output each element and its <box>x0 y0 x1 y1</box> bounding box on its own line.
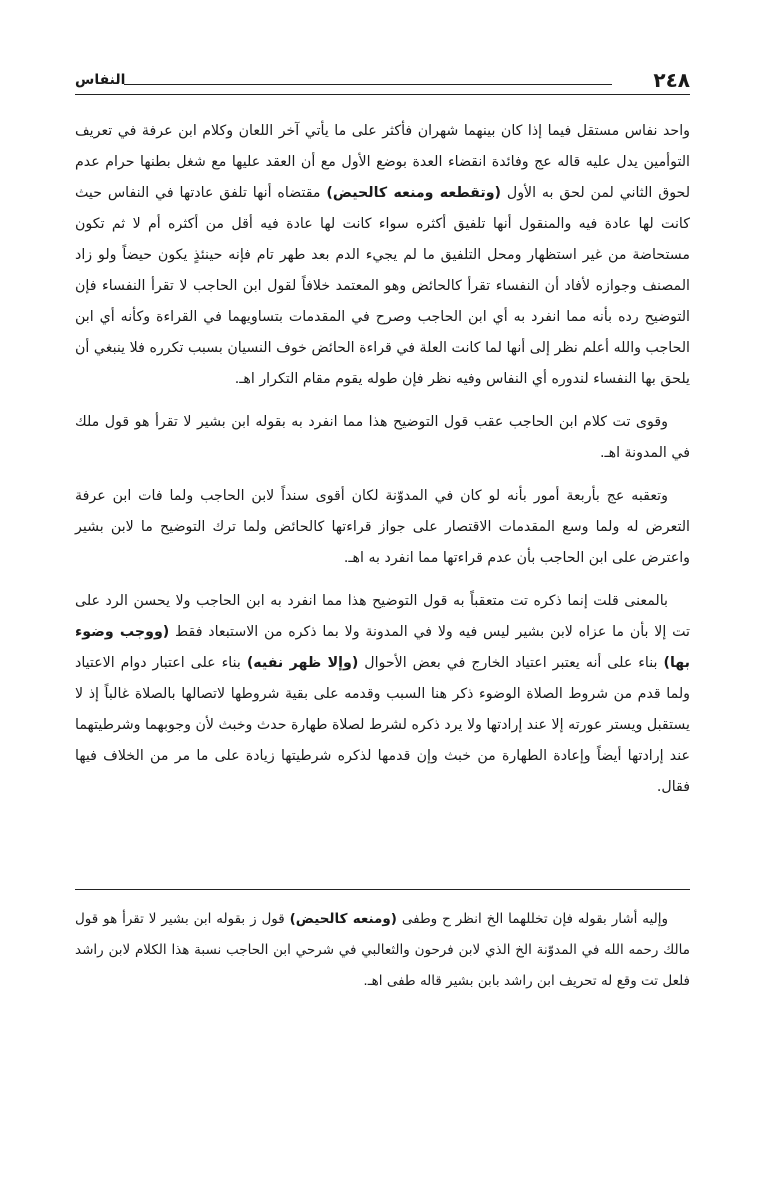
main-text <box>75 116 690 803</box>
running-head <box>75 68 690 92</box>
footnote-divider <box>75 889 690 890</box>
footnote <box>75 904 690 997</box>
paragraph-1-text-b: مقتضاه أنها تلفق عادتها في النفاس حيث كانت لها عادة فيه والمنقول أنها تلفيق أكثره سواء كانت لها عادة فيه أقل من أكثره أم لا ثم تكون مستحاضة من غير استظهار ومحل التلفيق ما لم يجيء الدم بعد طهر تام فإنه حينئذٍ يكون حيضاً ولو زاد المصنف وجوازه لأفاد أن النفساء تقرأ كالحائض وهو المعتمد خلافاً لقول ابن الحاجب لا تقرأ النفساء فإن التوضيح رده بأنه مما انفرد به أي ابن الحاجب وصرح في المقدمات بتساويهما في القراءة وكأنه أي ابن الحاجب والله أعلم نظر إلى أنها لما كانت العلة في قراءة الحائض خوف النسيان بسبب تكرره فلا ينبغي أن يلحق بها النفساء لندوره أي النفاس وفيه نظر فإن طوله يقوم مقام التكرار اهـ. <box>75 185 690 387</box>
paragraph-4-text-b: بناء على أنه يعتبر اعتياد الخارج في بعض الأحوال <box>358 655 664 671</box>
matn-quote: (وإلا ظهر نفيه) <box>246 655 359 671</box>
matn-quote: (ووجب وضوء بها) <box>75 624 690 671</box>
paragraph-4-text-a: بالمعنى قلت إنما ذكره تت متعقباً به قول التوضيح هذا مما انفرد به ابن الحاجب ولا يحسن الرد على تت إلا بأن ما عزاه لابن بشير ليس فيه ولا في المدونة ولا بما ذكره من الاستبعاد فقط <box>75 593 690 640</box>
footnote-quote: (ومنعه كالحيض) <box>289 911 397 927</box>
paragraph-2: وقوى تت كلام ابن الحاجب عقب قول التوضيح هذا مما انفرد به بقوله ابن بشير لا تقرأ هو قول ملك في المدونة اهـ. <box>75 414 690 461</box>
header-line <box>124 84 612 85</box>
header-divider <box>75 94 690 95</box>
paragraph-3: وتعقبه عج بأربعة أمور بأنه لو كان في المدوّنة لكان أقوى سنداً لابن الحاجب ولما فات ابن عرفة التعرض له ولما وسع المقدمات الاقتصار على جواز قراءتها كالحائض ولما ترك التوضيح ما لابن بشير واعترض على ابن الحاجب بأن عدم قراءتها مما انفرد به اهـ. <box>75 488 690 566</box>
paragraph-1-text-a: واحد نفاس مستقل فيما إذا كان بينهما شهران فأكثر على ما يأتي آخر اللعان وكلام ابن عرفة في تعريف التوأمين يدل عليه قاله عج وفائدة انقضاء العدة بوضع الأول مع أن العقد عليها مع شغل بطنها حرام عدم لحوق الثاني لمن لحق به الأول <box>75 123 691 201</box>
matn-quote: (وتقطعه ومنعه كالحيض) <box>326 185 502 201</box>
footnote-paragraph <box>75 904 690 997</box>
footnote-text-a: وإليه أشار بقوله فإن تخللهما الخ انظر ح وطفى <box>396 911 668 927</box>
paragraph-4-text-c: بناء على اعتبار دوام الاعتياد ولما قدم من شروط الصلاة الوضوء ذكر هنا السبب وقدمه على بقية شروطها لاتصالها بالصلاة غالباً إذ لا يستقبل ويستر عورته إلا عند إرادتها ولا يرد ذكره لشرط لصلاة طهارة حدث وخبث لأن وجوبهما وشرطيتهما عند إرادتها أيضاً وإعادة الطهارة من خبث وإن قدمها لذكره شرطيتها زيادة على ما مر من الخلاف فيها فقال. <box>75 655 690 795</box>
chapter-title: النفاس <box>75 72 126 88</box>
paragraph-4 <box>75 586 690 803</box>
footnote-text-b: قول ز بقوله ابن بشير لا تقرأ هو قول مالك رحمه الله في المدوّنة الخ الذي لابن فرحون والثعالبي في شرحي ابن الحاجب نسبة هذا الكلام لابن راشد فلعل تت وقع له تحريف ابن راشد بابن بشير قاله طفى اهـ. <box>75 911 690 989</box>
page-number: ٢٤٨ <box>653 68 690 92</box>
paragraph-1 <box>75 116 690 395</box>
